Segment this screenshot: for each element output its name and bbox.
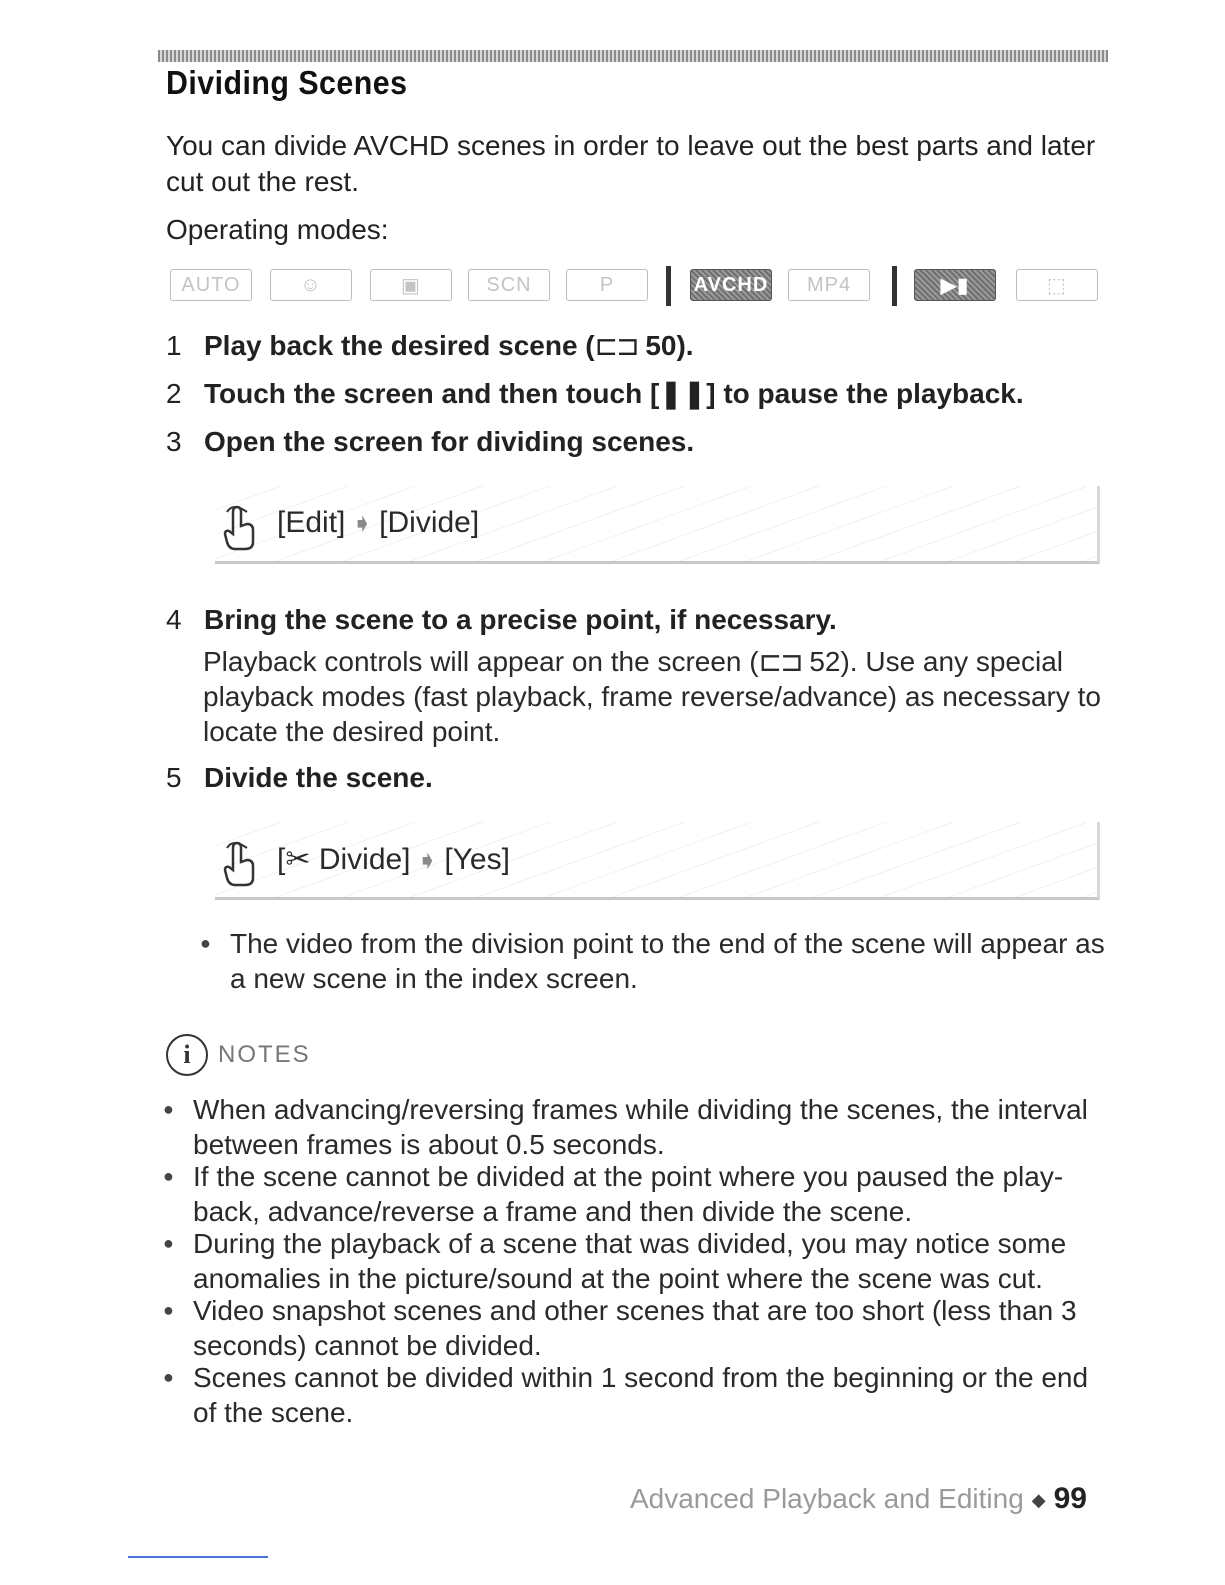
arrow-right-icon: ➧ [351,508,374,538]
header-rule [158,50,1108,62]
mode-baby-icon: ☺ [270,269,352,301]
finger-touch-icon [223,504,261,552]
touch-instruction [277,842,510,877]
intro-paragraph: You can divide AVCHD scenes in order to leave out the best parts and later cut out the rest. [166,130,1096,197]
bullet-text: The video from the division point to the end of the scene will appear as a new scene in the index screen. [230,928,1105,994]
step-text: Open the screen for dividing scenes. [204,426,695,457]
section-title: Dividing Scenes [166,64,408,101]
link-underline [128,1556,268,1558]
page-footer [630,1482,1087,1516]
note-item [163,1159,1108,1229]
step-text: Play back the desired scene ( [204,330,595,361]
step-text: Divide the scene. [204,762,433,793]
mode-cinema-icon: ▣ [370,269,452,301]
step-3 [166,424,694,460]
mode-separator [892,266,897,306]
step-number: 1 [166,330,182,361]
bullet-dot-icon: ● [163,1233,174,1253]
arrow-right-icon: ➧ [416,845,439,875]
edit-label: [Edit] [277,506,346,539]
step-text-tail: 50). [637,330,694,361]
pause-icon: ❚❚ [659,378,707,409]
bullet-dot-icon: ● [163,1099,174,1119]
bullet-dot-icon: ● [200,933,211,953]
notes-label: NOTES [218,1041,311,1068]
touch-instruction [277,506,479,540]
scissors-icon: ✂ [285,843,311,876]
mode-program-icon: P [566,269,648,301]
bullet-dot-icon: ● [163,1166,174,1186]
mode-avchd-icon: AVCHD [690,269,772,301]
diamond-separator-icon: ◆ [1031,1490,1046,1511]
bullet-dot-icon: ● [163,1300,174,1320]
step-text: Bring the scene to a precise point, if necessary. [204,604,837,635]
step-5 [166,760,433,796]
step-number: 4 [166,604,182,635]
touch-operation-box-edit [215,486,1100,564]
bullet-dot-icon: ● [163,1367,174,1387]
mode-movie-playback-icon: ▶▮ [914,269,996,301]
bracket-open: [ [277,843,286,876]
step-text-tail: ] to pause the playback. [706,378,1024,409]
note-text: Scenes cannot be divided within 1 second from the beginning or the end of the scene. [193,1362,1089,1428]
mode-mp4-icon: MP4 [788,269,870,301]
step-number: 2 [166,378,182,409]
note-item [163,1092,1108,1162]
mode-auto-icon: AUTO [170,269,252,301]
step-2 [166,376,1024,412]
divide-label: [Divide] [379,506,480,539]
operating-modes-label: Operating modes: [166,214,389,245]
step-4-body-tail: 52). Use any special playback modes (fast playback, frame reverse/advance) as necessary to locate the desired point. [203,646,1101,747]
operating-mode-bar [170,266,1100,306]
mode-scn-icon: SCN [468,269,550,301]
mode-separator [666,266,671,306]
step-number: 3 [166,426,182,457]
touch-operation-box-divide [215,822,1100,900]
book-reference-icon: ⊏⊐ [758,646,802,677]
note-text: During the playback of a scene that was divided, you may notice some anomalies in the picture/sound at the point where the scene was cut. [193,1228,1067,1294]
note-item [163,1226,1108,1296]
mode-photo-playback-icon: ⬚ [1016,269,1098,301]
step-5-bullet [200,926,1110,996]
yes-label: [Yes] [444,843,510,876]
footer-section-title: Advanced Playback and Editing [629,1483,1024,1514]
note-item [163,1293,1108,1363]
book-reference-icon: ⊏⊐ [594,330,638,361]
step-1 [166,328,694,364]
divide-label: Divide] [310,843,411,876]
note-text: Video snapshot scenes and other scenes that are too short (less than 3 seconds) cannot be divided. [193,1295,1077,1361]
step-text: Touch the screen and then touch [ [204,378,660,409]
note-item [163,1360,1108,1430]
page-number: 99 [1053,1482,1087,1515]
finger-touch-icon [223,840,261,888]
step-number: 5 [166,762,182,793]
note-text: When advancing/reversing frames while dividing the scenes, the interval between frames is about 0.5 seconds. [193,1094,1088,1160]
info-icon: i [166,1034,208,1076]
step-4-body [203,644,1103,749]
step-4-body-text: Playback controls will appear on the screen ( [203,646,759,677]
step-4 [166,602,837,638]
note-text: If the scene cannot be divided at the point where you paused the play-back, advance/reverse a frame and then divide the scene. [193,1161,1064,1227]
notes-header [166,1030,311,1080]
